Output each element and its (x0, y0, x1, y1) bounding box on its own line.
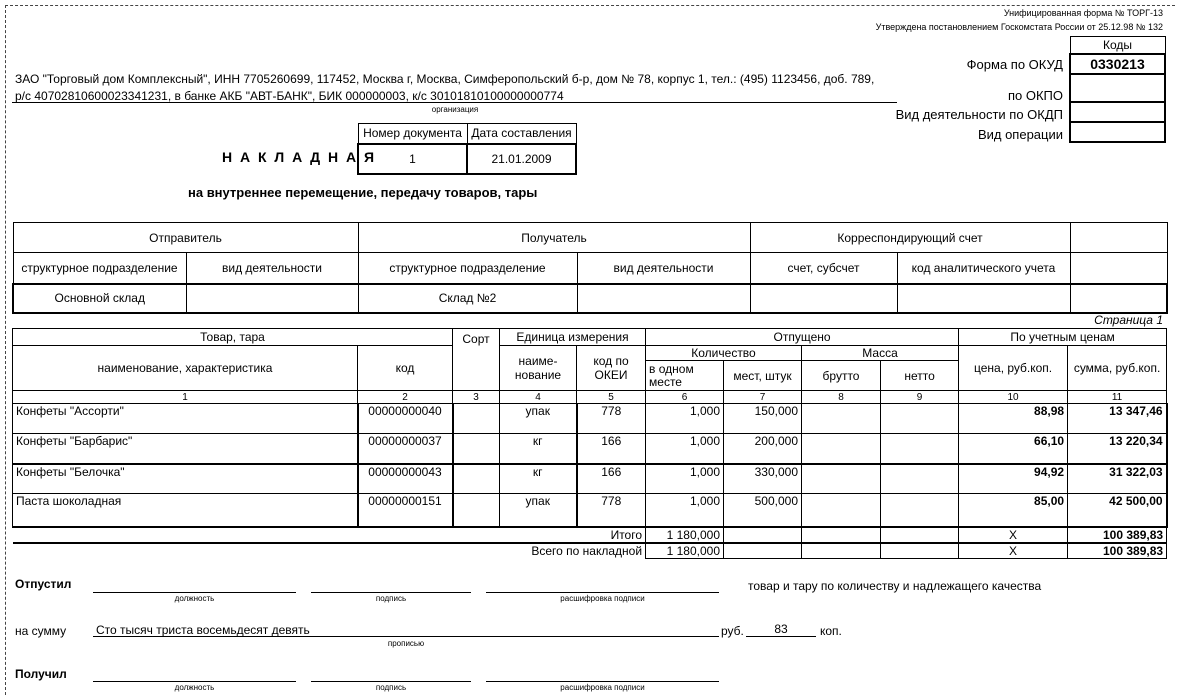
table-row (13, 434, 1167, 464)
doc-number: 1 (358, 144, 467, 174)
received-label: Получил (15, 667, 67, 681)
cell-empty (453, 404, 500, 434)
receiver-struct-header: структурное подразделение (358, 253, 577, 284)
mass-header: Масса (802, 346, 959, 361)
okei-header: код по ОКЕИ (577, 346, 646, 391)
org-underline (12, 102, 897, 103)
cell-code: 00000000043 (358, 464, 453, 494)
codes-title: Коды (1070, 37, 1165, 54)
released-signature-line (311, 592, 471, 593)
kop-value: 83 (774, 622, 788, 636)
position-caption: должность (174, 594, 215, 603)
received-decoding-line (486, 681, 719, 682)
cell-empty (881, 464, 959, 494)
cell-price: 66,10 (959, 434, 1068, 464)
total-qty: 1 180,000 (646, 527, 724, 543)
col-number: 7 (724, 391, 802, 404)
cell-empty (453, 434, 500, 464)
cell-code: 00000000037 (358, 434, 453, 464)
goods-header: Товар, тара (13, 329, 453, 346)
sender-struct-header: структурное подразделение (13, 253, 186, 284)
signature-caption: подпись (375, 683, 407, 692)
approval-note: Утверждена постановлением Госкомстата России от 25.12.98 № 132 (875, 22, 1163, 32)
unit-header: Единица измерения (500, 329, 646, 346)
decoding-caption: расшифровка подписи (560, 594, 645, 603)
cell-sum: 31 322,03 (1068, 464, 1167, 494)
col-number: 2 (358, 391, 453, 404)
sort-header: Сорт (453, 329, 500, 391)
org-line1: ЗАО "Торговый дом Комплексный", ИНН 7705260699, 117452, Москва г, Москва, Симферопольский б-р, дом № 78, корпус 1, тел.: (495) 1123456, доб. 789, (15, 72, 875, 86)
okdp-value (1070, 102, 1165, 122)
sum-in-words: Сто тысяч триста восемьдесят девять (96, 623, 310, 637)
analytic-header: код аналитического учета (897, 253, 1070, 284)
table-row (13, 464, 1167, 494)
cell-empty (802, 404, 881, 434)
cell-unit: упак (500, 494, 577, 527)
name-header: наименование, характеристика (13, 346, 358, 391)
cell-name: Конфеты "Ассорти" (13, 404, 358, 434)
col-number: 4 (500, 391, 577, 404)
table-row (13, 404, 1167, 434)
cell-name: Конфеты "Белочка" (13, 464, 358, 494)
codes-table (1069, 36, 1166, 143)
col-number: 6 (646, 391, 724, 404)
cell-empty (881, 404, 959, 434)
decoding-caption: расшифровка подписи (560, 683, 645, 692)
kop-label: коп. (820, 624, 842, 638)
sender-value: Основной склад (13, 284, 186, 313)
net-header: нетто (881, 361, 959, 391)
received-signature-line (311, 681, 471, 682)
cell-qty: 330,000 (724, 464, 802, 494)
cell-per: 1,000 (646, 434, 724, 464)
cell-price: 88,98 (959, 404, 1068, 434)
cell-okei: 778 (577, 494, 646, 527)
cell-qty: 500,000 (724, 494, 802, 527)
grand-x: X (959, 543, 1068, 559)
released-position-line (93, 592, 296, 593)
okud-label: Форма по ОКУД (966, 57, 1063, 72)
cell-sum: 42 500,00 (1068, 494, 1167, 527)
col-number: 11 (1068, 391, 1167, 404)
operation-label: Вид операции (977, 127, 1063, 142)
col-number: 1 (13, 391, 358, 404)
table-row (13, 494, 1167, 527)
price-header: цена, руб.коп. (959, 346, 1068, 391)
doc-title: Н А К Л А Д Н А Я (222, 149, 377, 165)
cell-unit: кг (500, 434, 577, 464)
org-caption: организация (431, 105, 479, 114)
cell-okei: 166 (577, 464, 646, 494)
cell-empty (802, 464, 881, 494)
sender-header: Отправитель (13, 223, 358, 253)
released-decoding-line (486, 592, 719, 593)
signature-caption: подпись (375, 594, 407, 603)
org-line2: р/с 40702810600023341231, в банке АКБ "АВТ-БАНК", БИК 000000003, к/с 30101810100000000774 (15, 89, 564, 103)
cell-okei: 778 (577, 404, 646, 434)
grand-qty: 1 180,000 (646, 543, 724, 559)
sum-label: на сумму (15, 624, 67, 638)
grand-label: Всего по накладной (531, 544, 643, 558)
receiver-header: Получатель (358, 223, 750, 253)
form-name: Унифицированная форма № ТОРГ-13 (1003, 8, 1163, 18)
places-header: мест, штук (724, 361, 802, 391)
doc-subtitle: на внутреннее перемещение, передачу товаров, тары (188, 185, 538, 200)
cell-qty: 150,000 (724, 404, 802, 434)
cell-empty (881, 434, 959, 464)
cell-price: 94,92 (959, 464, 1068, 494)
kop-line (746, 636, 816, 637)
cell-empty (802, 494, 881, 527)
cell-qty: 200,000 (724, 434, 802, 464)
grand-total-row (13, 543, 1167, 559)
doc-number-label: Номер документа (358, 124, 467, 144)
cell-okei: 166 (577, 434, 646, 464)
subaccount-header: счет, субсчет (750, 253, 897, 284)
page-number: Страница 1 (1094, 313, 1163, 327)
cell-per: 1,000 (646, 494, 724, 527)
goods-table (12, 328, 1168, 559)
col-number: 8 (802, 391, 881, 404)
cell-sum: 13 347,46 (1068, 404, 1167, 434)
account-header: Корреспондирующий счет (750, 223, 1070, 253)
operation-value (1070, 122, 1165, 142)
cell-empty (453, 464, 500, 494)
cell-unit: кг (500, 464, 577, 494)
cell-price: 85,00 (959, 494, 1068, 527)
cell-code: 00000000040 (358, 404, 453, 434)
cell-code: 00000000151 (358, 494, 453, 527)
okdp-label: Вид деятельности по ОКДП (895, 107, 1063, 122)
parties-table (12, 222, 1168, 314)
cell-empty (802, 434, 881, 464)
cell-empty (453, 494, 500, 527)
prices-header: По учетным ценам (959, 329, 1167, 346)
doc-date-label: Дата составления (467, 124, 576, 144)
received-position-line (93, 681, 296, 682)
released-label: Отпустил (15, 577, 72, 591)
doc-date: 21.01.2009 (467, 144, 576, 174)
total-label: Итого (610, 527, 643, 542)
cell-per: 1,000 (646, 404, 724, 434)
grand-sum: 100 389,83 (1068, 543, 1167, 559)
receiver-activity-header: вид деятельности (577, 253, 750, 284)
col-number: 9 (881, 391, 959, 404)
code-header: код (358, 346, 453, 391)
position-caption: должность (174, 683, 215, 692)
col-number: 3 (453, 391, 500, 404)
released-header: Отпущено (646, 329, 959, 346)
doc-number-table (357, 123, 577, 175)
quality-text: товар и тару по количеству и надлежащего качества (748, 579, 1042, 593)
col-number: 5 (577, 391, 646, 404)
total-row (13, 527, 1167, 543)
cell-name: Конфеты "Барбарис" (13, 434, 358, 464)
okud-value: 0330213 (1070, 54, 1165, 74)
qty-header: Количество (646, 346, 802, 361)
cell-unit: упак (500, 404, 577, 434)
per-place-header: в одном месте (646, 361, 724, 391)
cell-name: Паста шоколадная (13, 494, 358, 527)
total-x: X (959, 527, 1068, 543)
sender-activity-header: вид деятельности (186, 253, 358, 284)
cell-per: 1,000 (646, 464, 724, 494)
col-number: 10 (959, 391, 1068, 404)
total-sum: 100 389,83 (1068, 527, 1167, 543)
cell-empty (881, 494, 959, 527)
words-caption: прописью (387, 639, 425, 648)
cell-sum: 13 220,34 (1068, 434, 1167, 464)
okpo-value (1070, 74, 1165, 102)
sum-header: сумма, руб.коп. (1068, 346, 1167, 391)
receiver-value: Склад №2 (358, 284, 577, 313)
unit-name-header: наиме-нование (500, 346, 577, 391)
gross-header: брутто (802, 361, 881, 391)
okpo-label: по ОКПО (1007, 88, 1063, 103)
rub-label: руб. (721, 624, 744, 638)
